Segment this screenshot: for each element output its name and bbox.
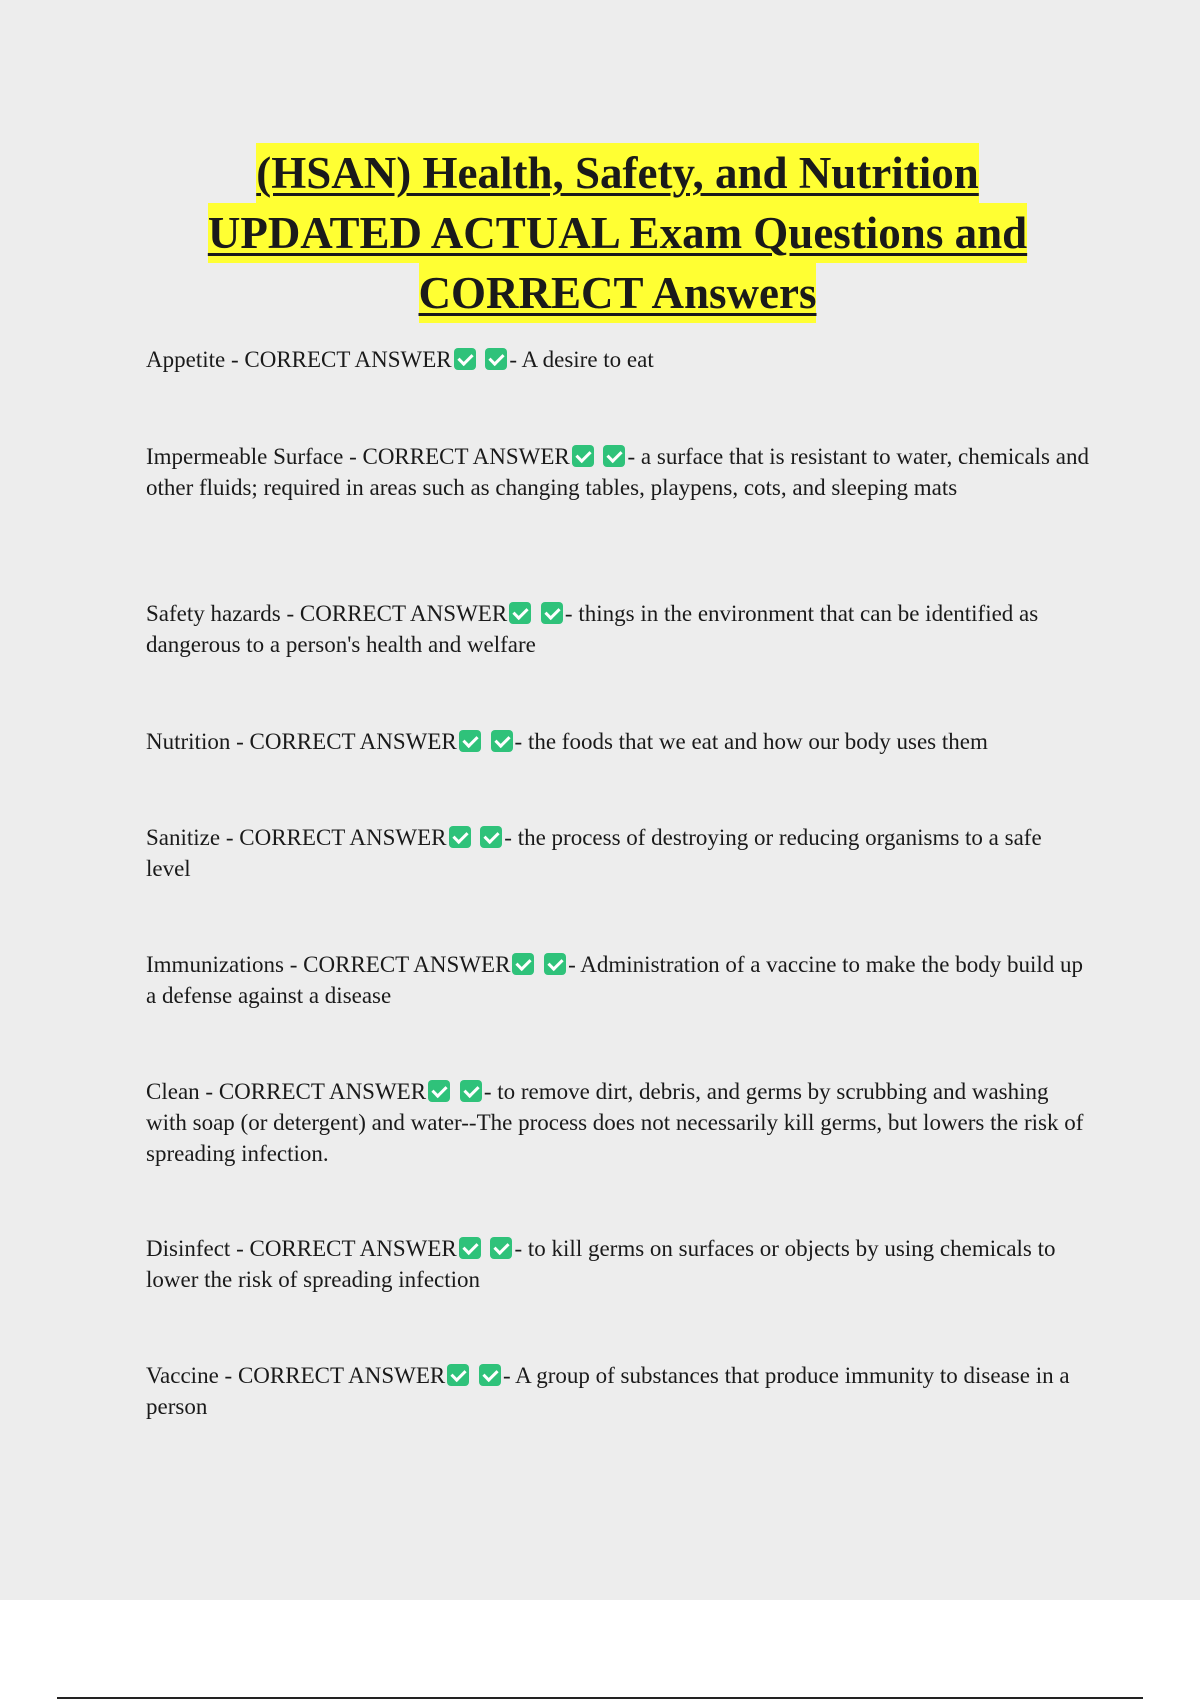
check-icon [541,602,563,624]
answer-marker: CORRECT ANSWER [249,729,457,754]
answer-marker: CORRECT ANSWER [303,952,511,977]
check-icon [449,826,471,848]
check-icon [572,445,594,467]
entry-definition: things in the environment that can be identified as dangerous to a person's health and welfare [146,601,1039,657]
qa-entry-immunizations: Immunizations - CORRECT ANSWER - Administration of a vaccine to make the body build up a defense against a disease [146,952,1083,1008]
qa-entry-clean: Clean - CORRECT ANSWER - to remove dirt, debris, and germs by scrubbing and washing with soap (or detergent) and water--The process does not necessarily kill germs, but lowers the risk of spreading infection. [146,1079,1084,1166]
entry-term: Vaccine [146,1363,219,1388]
qa-entry-disinfect: Disinfect - CORRECT ANSWER - to kill germs on surfaces or objects by using chemicals to lower the risk of spreading infection [146,1236,1056,1292]
qa-entry-impermeable-surface: Impermeable Surface - CORRECT ANSWER - a surface that is resistant to water, chemicals and other fluids; required in areas such as changing tables, playpens, cots, and sleeping mats [146,444,1089,500]
document-title [100,143,1135,323]
check-icon [447,1364,469,1386]
answer-marker: CORRECT ANSWER [362,444,570,469]
entry-term: Immunizations [146,952,284,977]
answer-marker: CORRECT ANSWER [218,1079,427,1104]
check-icon [459,730,481,752]
check-icon [479,1364,501,1386]
entry-definition: to remove dirt, debris, and germs by scrubbing and washing with soap (or detergent) and water--The process does not necessarily kill germs, but lowers the risk of spreading infection. [146,1079,1084,1166]
check-icon [428,1080,450,1102]
entry-term: Clean [146,1079,200,1104]
entry-term: Safety hazards [146,601,281,626]
qa-entry-appetite: Appetite - CORRECT ANSWER - A desire to eat [146,347,654,372]
entry-term: Sanitize [146,825,221,850]
check-icon [490,1237,512,1259]
entry-definition: Administration of a vaccine to make the body build up a defense against a disease [146,952,1083,1008]
entry-definition: A group of substances that produce immunity to disease in a person [146,1363,1070,1419]
title-line-2: UPDATED ACTUAL Exam Questions and [208,203,1027,263]
entry-term: Appetite [146,347,226,372]
check-icon [512,953,534,975]
entry-definition: a surface that is resistant to water, chemicals and other fluids; required in areas such as changing tables, playpens, cots, and sleeping mats [146,444,1089,500]
answer-marker: CORRECT ANSWER [237,1363,446,1388]
entry-definition: the foods that we eat and how our body uses them [527,729,988,754]
answer-marker: CORRECT ANSWER [239,825,447,850]
entry-term: Impermeable Surface [146,444,344,469]
answer-marker: CORRECT ANSWER [249,1236,457,1261]
qa-entry-nutrition: Nutrition - CORRECT ANSWER - the foods that we eat and how our body uses them [146,729,988,754]
check-icon [480,826,502,848]
check-icon [459,1237,481,1259]
qa-entry-safety-hazards: Safety hazards - CORRECT ANSWER - things in the environment that can be identified as dangerous to a person's health and welfare [146,601,1039,657]
check-icon [603,445,625,467]
entry-definition: to kill germs on surfaces or objects by using chemicals to lower the risk of spreading infection [146,1236,1056,1292]
check-icon [460,1080,482,1102]
entry-term: Nutrition [146,729,231,754]
entry-definition: A desire to eat [521,347,654,372]
check-icon [544,953,566,975]
check-icon [491,730,513,752]
title-line-1: (HSAN) Health, Safety, and Nutrition [256,143,979,203]
title-line-3: CORRECT Answers [419,263,817,323]
entry-term: Disinfect [146,1236,231,1261]
answer-marker: CORRECT ANSWER [299,601,508,626]
answer-marker: CORRECT ANSWER [244,347,452,372]
footer-divider [57,1697,1143,1699]
qa-entry-vaccine: Vaccine - CORRECT ANSWER - A group of substances that produce immunity to disease in a person [146,1363,1070,1419]
check-icon [509,602,531,624]
entry-definition: the process of destroying or reducing organisms to a safe level [146,825,1042,881]
check-icon [454,348,476,370]
check-icon [485,348,507,370]
qa-entry-sanitize: Sanitize - CORRECT ANSWER - the process of destroying or reducing organisms to a safe level [146,825,1042,881]
